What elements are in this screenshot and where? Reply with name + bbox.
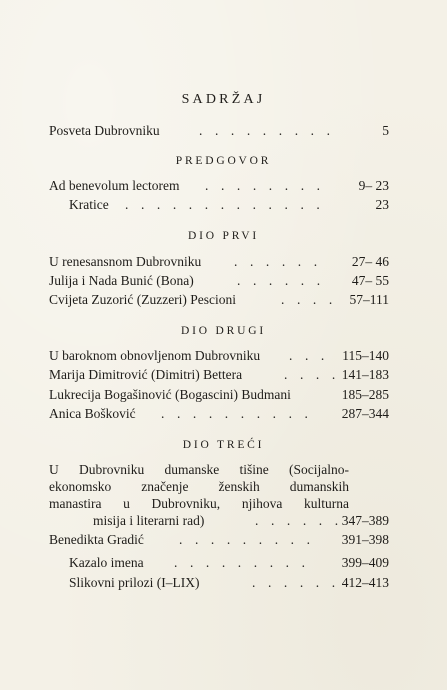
toc-entry-label: Ad benevolum lectorem <box>49 178 180 193</box>
toc-entry-label: U renesansnom Dubrovniku <box>49 254 202 269</box>
toc-entry-pages: 5 <box>382 123 389 138</box>
toc-entry-pages: 47– 55 <box>351 273 389 288</box>
toc-entry-pages: 27– 46 <box>351 254 389 269</box>
toc-entry-pages: 9– 23 <box>358 178 389 193</box>
toc-entry <box>49 196 389 213</box>
toc-entry-pages: 115–140 <box>342 348 389 363</box>
toc-entry <box>49 386 389 403</box>
toc-entry <box>49 177 389 194</box>
toc-entry-label: misija i literarni rad) <box>93 513 205 528</box>
toc-entry-label: Julija i Nada Bunić (Bona) <box>49 273 194 288</box>
toc-entry <box>49 253 389 270</box>
toc-entry-label: Benedikta Gradić <box>49 532 144 547</box>
toc-entry-label: Slikovni prilozi (I–LIX) <box>69 575 200 590</box>
toc-entry-pages: 399–409 <box>341 555 389 570</box>
toc-entry-pages: 23 <box>375 197 389 212</box>
leader-dots: . . . . <box>284 367 340 382</box>
toc-entry <box>49 291 389 308</box>
leader-dots: . . . . . . . . . <box>174 555 310 570</box>
toc-entry-label: Cvijeta Zuzorić (Zuzzeri) Pescioni <box>49 292 237 307</box>
toc-entry <box>49 531 389 548</box>
toc-entry <box>49 574 389 591</box>
toc-entry <box>49 512 389 529</box>
toc-entry-label: Anica Bošković <box>49 406 136 421</box>
page-title: SADRŽAJ <box>181 92 266 107</box>
section-heading: DIO DRUGI <box>181 325 266 337</box>
leader-dots: . . . . . . <box>255 513 343 528</box>
section-heading: DIO TREĆI <box>182 439 265 451</box>
toc-entry-line: ekonomsko značenje ženskih dumanskih <box>49 479 349 494</box>
toc-entry-pages: 412–413 <box>341 575 389 590</box>
toc-entry-label: Lukrecija Bogašinović (Bogascini) Budmani <box>49 387 291 402</box>
toc-entry-pages: 391–398 <box>341 532 389 547</box>
toc-entry <box>49 122 389 139</box>
toc-entry-pages: 141–183 <box>341 367 389 382</box>
toc-entry <box>49 554 389 571</box>
leader-dots: . . . . . . <box>252 575 340 590</box>
toc-entry-line: U Dubrovniku dumanske tišine (Socijalno- <box>49 462 349 477</box>
leader-dots: . . . . . . . . . . <box>161 406 313 421</box>
toc-entry <box>49 272 389 289</box>
leader-dots: . . . . . . . . . <box>179 532 315 547</box>
toc-entry-pages: 57–111 <box>349 292 389 307</box>
toc-entry <box>49 366 389 383</box>
leader-dots: . . . . . . <box>237 273 325 288</box>
section-heading: PREDGOVOR <box>175 155 272 167</box>
toc-entry <box>49 405 389 422</box>
toc-entry-line: manastira u Dubrovniku, njihova kulturna <box>49 496 349 511</box>
toc-entry-pages: 287–344 <box>341 406 389 421</box>
section-heading: DIO PRVI <box>188 230 259 242</box>
toc-entry-label: Posveta Dubrovniku <box>49 123 160 138</box>
leader-dots: . . . . . . . . . <box>199 123 335 138</box>
leader-dots: . . . . . . . . <box>205 178 325 193</box>
toc-entry <box>49 347 389 364</box>
toc-entry-multiline <box>49 461 389 512</box>
leader-dots: . . . . . . . . . . . . . <box>125 197 325 212</box>
toc-entry-label: U baroknom obnovljenom Dubrovniku <box>49 348 261 363</box>
leader-dots: . . . . <box>281 292 337 307</box>
toc-entry-pages: 185–285 <box>341 387 389 402</box>
toc-entry-pages: 347–389 <box>341 513 389 528</box>
leader-dots: . . . . . . <box>234 254 322 269</box>
toc-entry-label: Marija Dimitrović (Dimitri) Bettera <box>49 367 243 382</box>
toc-entry-label: Kratice <box>69 197 109 212</box>
toc-entry-label: Kazalo imena <box>69 555 144 570</box>
leader-dots: . . . <box>289 348 329 363</box>
